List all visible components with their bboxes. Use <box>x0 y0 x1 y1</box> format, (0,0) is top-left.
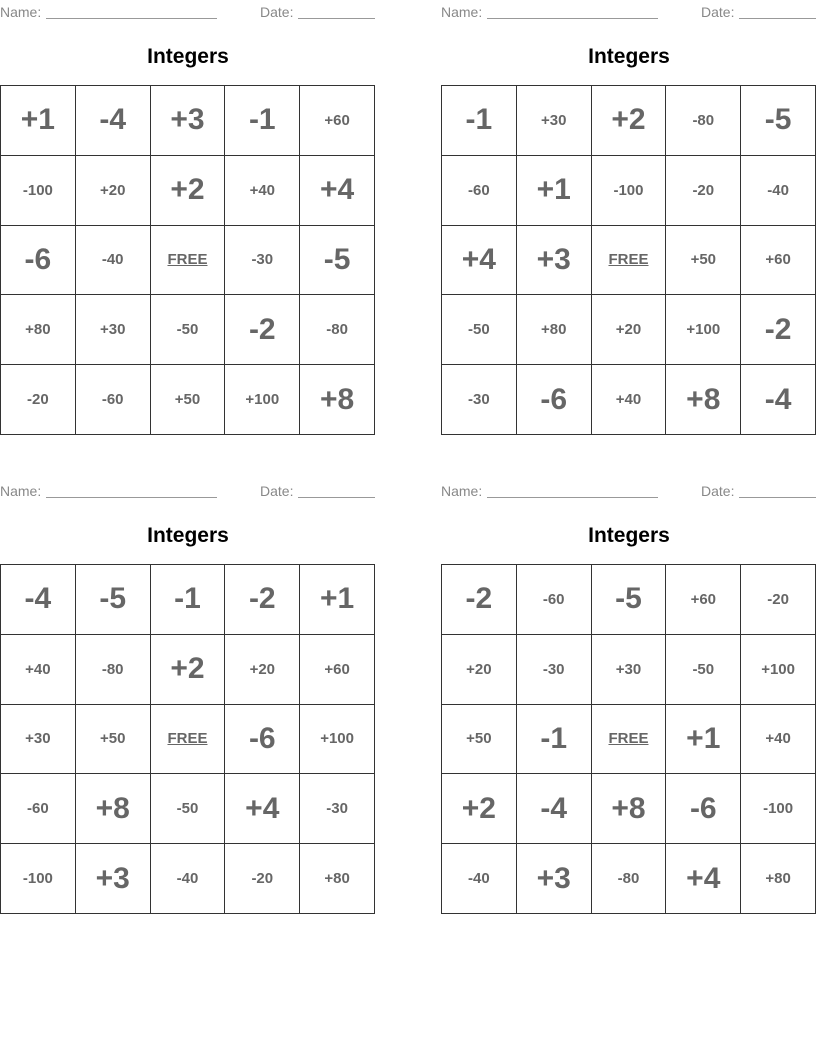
bingo-cell: -1 <box>517 705 592 775</box>
bingo-cell: -20 <box>1 365 76 435</box>
card-title: Integers <box>147 524 229 547</box>
card-title: Integers <box>147 45 229 68</box>
bingo-cell: -40 <box>76 226 151 296</box>
bingo-cell: -60 <box>76 365 151 435</box>
bingo-cell: -1 <box>151 565 226 635</box>
bingo-cell: -20 <box>741 565 816 635</box>
bingo-cell: +30 <box>517 86 592 156</box>
bingo-cell: -50 <box>666 635 741 705</box>
name-line <box>487 18 658 19</box>
bingo-cell: +40 <box>592 365 667 435</box>
bingo-grid <box>441 564 816 914</box>
bingo-cell: +60 <box>300 635 375 705</box>
bingo-cell: +3 <box>151 86 226 156</box>
bingo-card-2 <box>441 2 816 434</box>
card-header <box>441 2 816 22</box>
bingo-cell: -30 <box>300 774 375 844</box>
bingo-cell: +20 <box>76 156 151 226</box>
bingo-cell: +1 <box>1 86 76 156</box>
bingo-cell: +50 <box>442 705 517 775</box>
name-line <box>487 497 658 498</box>
bingo-cell: +20 <box>592 295 667 365</box>
bingo-cell: -5 <box>76 565 151 635</box>
bingo-grid <box>0 85 375 435</box>
bingo-cell: -100 <box>741 774 816 844</box>
bingo-card-1 <box>0 2 376 434</box>
bingo-cell: -30 <box>225 226 300 296</box>
bingo-cell: -50 <box>442 295 517 365</box>
date-line <box>298 18 375 19</box>
bingo-cell: -80 <box>300 295 375 365</box>
bingo-cell: -40 <box>442 844 517 914</box>
bingo-cell: +1 <box>300 565 375 635</box>
date-label: Date: <box>701 4 735 20</box>
date-label: Date: <box>260 4 294 20</box>
bingo-cell: -4 <box>1 565 76 635</box>
bingo-cell: +8 <box>592 774 667 844</box>
bingo-cell: +50 <box>76 705 151 775</box>
bingo-cell: -2 <box>225 565 300 635</box>
bingo-grid <box>441 85 816 435</box>
bingo-cell: +4 <box>666 844 741 914</box>
card-header <box>0 2 376 22</box>
bingo-cell: +4 <box>300 156 375 226</box>
bingo-cell: -100 <box>1 844 76 914</box>
bingo-cell: -80 <box>592 844 667 914</box>
bingo-cell: -4 <box>517 774 592 844</box>
bingo-card-4 <box>441 481 816 913</box>
bingo-cell: -20 <box>666 156 741 226</box>
bingo-cell: +20 <box>225 635 300 705</box>
bingo-cell: +80 <box>741 844 816 914</box>
bingo-grid <box>0 564 375 914</box>
bingo-cell: +4 <box>442 226 517 296</box>
bingo-cell: +60 <box>741 226 816 296</box>
bingo-cell: -20 <box>225 844 300 914</box>
bingo-cell: +80 <box>1 295 76 365</box>
bingo-cell: -80 <box>666 86 741 156</box>
card-header <box>441 481 816 501</box>
bingo-cell: +80 <box>300 844 375 914</box>
bingo-cell: +2 <box>442 774 517 844</box>
name-label: Name: <box>0 483 42 499</box>
bingo-cell: +30 <box>76 295 151 365</box>
bingo-cell: -6 <box>225 705 300 775</box>
name-line <box>46 18 217 19</box>
bingo-cell: -4 <box>741 365 816 435</box>
bingo-cell: +2 <box>151 156 226 226</box>
bingo-cell: -60 <box>517 565 592 635</box>
bingo-cell: -60 <box>442 156 517 226</box>
bingo-cell: -4 <box>76 86 151 156</box>
date-line <box>739 18 816 19</box>
bingo-cell: -100 <box>1 156 76 226</box>
bingo-cell: +3 <box>76 844 151 914</box>
bingo-cell: +1 <box>666 705 741 775</box>
bingo-cell: +1 <box>517 156 592 226</box>
bingo-cell: +30 <box>592 635 667 705</box>
free-space-cell: FREE <box>592 705 667 775</box>
bingo-cell: -50 <box>151 774 226 844</box>
bingo-cell: -5 <box>300 226 375 296</box>
bingo-cell: +40 <box>225 156 300 226</box>
card-title: Integers <box>588 45 670 68</box>
bingo-cell: +2 <box>151 635 226 705</box>
bingo-cell: +40 <box>741 705 816 775</box>
bingo-cell: -60 <box>1 774 76 844</box>
bingo-cell: +3 <box>517 226 592 296</box>
name-label: Name: <box>0 4 42 20</box>
free-space-cell: FREE <box>151 705 226 775</box>
bingo-cell: -30 <box>517 635 592 705</box>
date-label: Date: <box>260 483 294 499</box>
bingo-card-3 <box>0 481 376 913</box>
bingo-cell: +60 <box>666 565 741 635</box>
bingo-cell: +80 <box>517 295 592 365</box>
free-space-cell: FREE <box>151 226 226 296</box>
bingo-cell: +60 <box>300 86 375 156</box>
bingo-cell: -6 <box>1 226 76 296</box>
bingo-cell: +100 <box>741 635 816 705</box>
bingo-cell: -1 <box>225 86 300 156</box>
bingo-cell: +100 <box>225 365 300 435</box>
bingo-cell: -2 <box>741 295 816 365</box>
card-header <box>0 481 376 501</box>
bingo-cell: +50 <box>666 226 741 296</box>
bingo-cell: -5 <box>741 86 816 156</box>
date-line <box>739 497 816 498</box>
name-label: Name: <box>441 4 483 20</box>
bingo-cell: -80 <box>76 635 151 705</box>
bingo-cell: +40 <box>1 635 76 705</box>
date-line <box>298 497 375 498</box>
bingo-cell: -6 <box>517 365 592 435</box>
bingo-cell: +100 <box>300 705 375 775</box>
bingo-cell: +50 <box>151 365 226 435</box>
bingo-cell: +4 <box>225 774 300 844</box>
bingo-cell: -30 <box>442 365 517 435</box>
bingo-cell: +8 <box>300 365 375 435</box>
bingo-cell: +2 <box>592 86 667 156</box>
bingo-cell: -40 <box>151 844 226 914</box>
bingo-cell: -1 <box>442 86 517 156</box>
date-label: Date: <box>701 483 735 499</box>
name-line <box>46 497 217 498</box>
bingo-cell: +8 <box>76 774 151 844</box>
bingo-cell: -100 <box>592 156 667 226</box>
bingo-cell: -50 <box>151 295 226 365</box>
bingo-cell: -2 <box>225 295 300 365</box>
bingo-cell: -2 <box>442 565 517 635</box>
name-label: Name: <box>441 483 483 499</box>
bingo-cell: -5 <box>592 565 667 635</box>
bingo-cell: -40 <box>741 156 816 226</box>
bingo-cell: +30 <box>1 705 76 775</box>
bingo-cell: +20 <box>442 635 517 705</box>
bingo-cell: +100 <box>666 295 741 365</box>
free-space-cell: FREE <box>592 226 667 296</box>
card-title: Integers <box>588 524 670 547</box>
bingo-cell: -6 <box>666 774 741 844</box>
bingo-cell: +8 <box>666 365 741 435</box>
bingo-cell: +3 <box>517 844 592 914</box>
